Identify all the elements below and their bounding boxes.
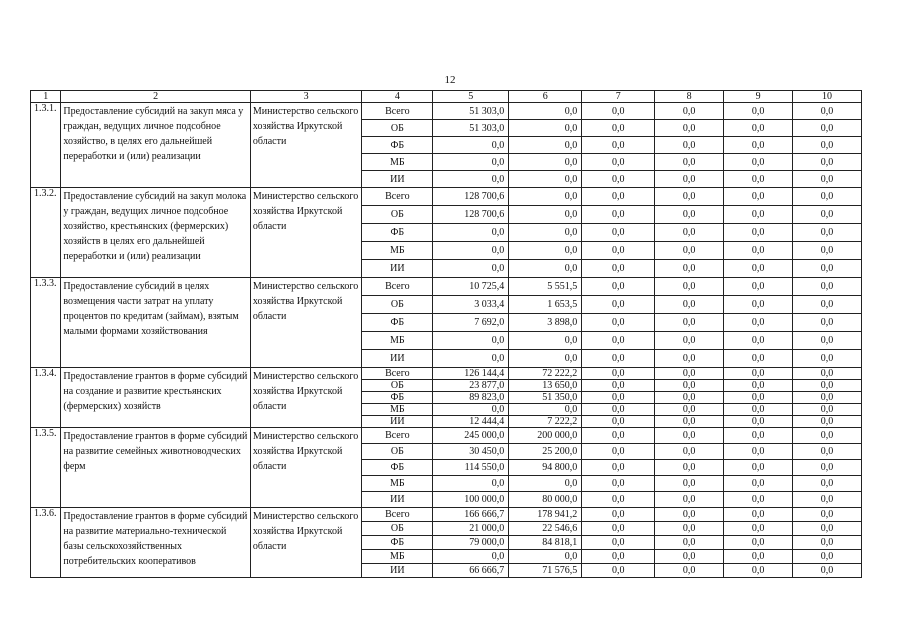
amount-cell: 5 551,5 — [509, 278, 582, 296]
amount-cell: 0,0 — [582, 314, 655, 332]
amount-cell: 89 823,0 — [433, 392, 509, 404]
funding-source: ФБ — [362, 314, 433, 332]
amount-cell: 0,0 — [655, 154, 724, 171]
funding-source: ОБ — [362, 120, 433, 137]
column-header: 4 — [362, 91, 433, 103]
amount-cell: 0,0 — [509, 137, 582, 154]
amount-cell: 0,0 — [509, 332, 582, 350]
funding-source: МБ — [362, 476, 433, 492]
funding-source: ФБ — [362, 224, 433, 242]
amount-cell: 0,0 — [724, 154, 793, 171]
amount-cell: 0,0 — [724, 444, 793, 460]
responsible-executor: Министерство сельского хозяйства Иркутской области — [250, 368, 361, 428]
amount-cell: 0,0 — [724, 171, 793, 188]
amount-cell: 0,0 — [655, 206, 724, 224]
amount-cell: 0,0 — [724, 428, 793, 444]
amount-cell: 0,0 — [655, 350, 724, 368]
amount-cell: 0,0 — [724, 260, 793, 278]
column-header: 5 — [433, 91, 509, 103]
amount-cell: 245 000,0 — [433, 428, 509, 444]
amount-cell: 0,0 — [655, 564, 724, 578]
amount-cell: 0,0 — [582, 492, 655, 508]
amount-cell: 0,0 — [582, 536, 655, 550]
amount-cell: 0,0 — [724, 392, 793, 404]
funding-source: ИИ — [362, 416, 433, 428]
amount-cell: 30 450,0 — [433, 444, 509, 460]
item-name: Предоставление субсидий на закуп молока у граждан, ведущих личное подсобное хозяйство, крестьянских (фермерских) хозяйств в целях его дальнейшей переработки и (или) реализации — [61, 188, 251, 278]
amount-cell: 0,0 — [724, 404, 793, 416]
amount-cell: 0,0 — [509, 550, 582, 564]
amount-cell: 0,0 — [582, 260, 655, 278]
funding-source: Всего — [362, 103, 433, 120]
amount-cell: 71 576,5 — [509, 564, 582, 578]
responsible-executor: Министерство сельского хозяйства Иркутской области — [250, 188, 361, 278]
amount-cell: 0,0 — [793, 368, 862, 380]
funding-source: ОБ — [362, 380, 433, 392]
funding-source: ИИ — [362, 171, 433, 188]
funding-source: ФБ — [362, 460, 433, 476]
header-row — [31, 91, 862, 103]
item-name: Предоставление грантов в форме субсидий на создание и развитие крестьянских (фермерских) хозяйств — [61, 368, 251, 428]
amount-cell: 0,0 — [724, 460, 793, 476]
amount-cell: 0,0 — [509, 206, 582, 224]
amount-cell: 0,0 — [793, 392, 862, 404]
amount-cell: 12 444,4 — [433, 416, 509, 428]
amount-cell: 0,0 — [655, 492, 724, 508]
amount-cell: 0,0 — [724, 508, 793, 522]
amount-cell: 0,0 — [724, 296, 793, 314]
funding-source: ИИ — [362, 564, 433, 578]
amount-cell: 0,0 — [582, 508, 655, 522]
table-row — [31, 428, 862, 444]
amount-cell: 0,0 — [655, 460, 724, 476]
funding-source: ФБ — [362, 536, 433, 550]
funding-source: Всего — [362, 188, 433, 206]
amount-cell: 94 800,0 — [509, 460, 582, 476]
amount-cell: 0,0 — [793, 460, 862, 476]
column-header: 9 — [724, 91, 793, 103]
table-body — [31, 91, 862, 578]
amount-cell: 72 222,2 — [509, 368, 582, 380]
amount-cell: 0,0 — [433, 242, 509, 260]
amount-cell: 0,0 — [793, 242, 862, 260]
table-row — [31, 278, 862, 296]
amount-cell: 0,0 — [582, 380, 655, 392]
amount-cell: 0,0 — [582, 522, 655, 536]
amount-cell: 0,0 — [582, 120, 655, 137]
amount-cell: 0,0 — [582, 242, 655, 260]
amount-cell: 0,0 — [793, 206, 862, 224]
amount-cell: 0,0 — [793, 224, 862, 242]
item-name: Предоставление субсидий в целях возмещения части затрат на уплату процентов по кредитам (займам), взятым малыми формами хозяйствования — [61, 278, 251, 368]
amount-cell: 0,0 — [793, 416, 862, 428]
amount-cell: 0,0 — [724, 564, 793, 578]
amount-cell: 51 350,0 — [509, 392, 582, 404]
funding-source: Всего — [362, 428, 433, 444]
amount-cell: 0,0 — [793, 492, 862, 508]
amount-cell: 0,0 — [509, 154, 582, 171]
amount-cell: 0,0 — [433, 224, 509, 242]
amount-cell: 0,0 — [793, 260, 862, 278]
amount-cell: 25 200,0 — [509, 444, 582, 460]
amount-cell: 0,0 — [724, 206, 793, 224]
item-name: Предоставление субсидий на закуп мяса у граждан, ведущих личное подсобное хозяйство, в целях его дальнейшей переработки и (или) реализации — [61, 103, 251, 188]
amount-cell: 0,0 — [793, 428, 862, 444]
amount-cell: 0,0 — [724, 278, 793, 296]
responsible-executor: Министерство сельского хозяйства Иркутской области — [250, 278, 361, 368]
amount-cell: 0,0 — [582, 476, 655, 492]
amount-cell: 0,0 — [509, 188, 582, 206]
amount-cell: 0,0 — [655, 314, 724, 332]
amount-cell: 114 550,0 — [433, 460, 509, 476]
amount-cell: 0,0 — [793, 476, 862, 492]
amount-cell: 0,0 — [582, 392, 655, 404]
page-number: 12 — [444, 74, 456, 86]
funding-source: ОБ — [362, 296, 433, 314]
amount-cell: 22 546,6 — [509, 522, 582, 536]
amount-cell: 0,0 — [724, 550, 793, 564]
amount-cell: 0,0 — [582, 550, 655, 564]
amount-cell: 0,0 — [655, 416, 724, 428]
amount-cell: 128 700,6 — [433, 188, 509, 206]
amount-cell: 23 877,0 — [433, 380, 509, 392]
amount-cell: 0,0 — [655, 188, 724, 206]
amount-cell: 0,0 — [582, 188, 655, 206]
table-row — [31, 103, 862, 120]
amount-cell: 0,0 — [724, 350, 793, 368]
amount-cell: 0,0 — [724, 314, 793, 332]
amount-cell: 0,0 — [793, 536, 862, 550]
funding-source: ФБ — [362, 392, 433, 404]
amount-cell: 0,0 — [793, 550, 862, 564]
amount-cell: 0,0 — [655, 260, 724, 278]
amount-cell: 0,0 — [655, 476, 724, 492]
amount-cell: 0,0 — [582, 444, 655, 460]
amount-cell: 0,0 — [582, 564, 655, 578]
item-number: 1.3.3. — [31, 278, 61, 368]
amount-cell: 0,0 — [655, 171, 724, 188]
amount-cell: 0,0 — [582, 206, 655, 224]
amount-cell: 0,0 — [582, 350, 655, 368]
amount-cell: 0,0 — [655, 332, 724, 350]
amount-cell: 0,0 — [655, 296, 724, 314]
amount-cell: 0,0 — [655, 137, 724, 154]
amount-cell: 0,0 — [433, 154, 509, 171]
amount-cell: 0,0 — [655, 392, 724, 404]
amount-cell: 0,0 — [509, 242, 582, 260]
amount-cell: 66 666,7 — [433, 564, 509, 578]
responsible-executor: Министерство сельского хозяйства Иркутской области — [250, 428, 361, 508]
amount-cell: 3 033,4 — [433, 296, 509, 314]
column-header: 10 — [793, 91, 862, 103]
item-number: 1.3.1. — [31, 103, 61, 188]
amount-cell: 0,0 — [724, 380, 793, 392]
funding-source: ОБ — [362, 206, 433, 224]
funding-source: ОБ — [362, 444, 433, 460]
amount-cell: 0,0 — [793, 444, 862, 460]
table-row — [31, 368, 862, 380]
funding-source: МБ — [362, 332, 433, 350]
amount-cell: 0,0 — [582, 224, 655, 242]
table-row — [31, 508, 862, 522]
responsible-executor: Министерство сельского хозяйства Иркутской области — [250, 508, 361, 578]
item-number: 1.3.6. — [31, 508, 61, 578]
amount-cell: 0,0 — [582, 137, 655, 154]
amount-cell: 0,0 — [724, 492, 793, 508]
amount-cell: 0,0 — [509, 260, 582, 278]
amount-cell: 10 725,4 — [433, 278, 509, 296]
funding-source: МБ — [362, 242, 433, 260]
column-header: 7 — [582, 91, 655, 103]
funding-source: Всего — [362, 368, 433, 380]
amount-cell: 166 666,7 — [433, 508, 509, 522]
amount-cell: 0,0 — [793, 404, 862, 416]
amount-cell: 3 898,0 — [509, 314, 582, 332]
amount-cell: 7 692,0 — [433, 314, 509, 332]
amount-cell: 0,0 — [655, 224, 724, 242]
amount-cell: 0,0 — [433, 404, 509, 416]
amount-cell: 0,0 — [793, 332, 862, 350]
amount-cell: 1 653,5 — [509, 296, 582, 314]
amount-cell: 0,0 — [582, 278, 655, 296]
amount-cell: 0,0 — [655, 428, 724, 444]
amount-cell: 0,0 — [793, 103, 862, 120]
amount-cell: 0,0 — [582, 154, 655, 171]
amount-cell: 0,0 — [793, 137, 862, 154]
item-number: 1.3.5. — [31, 428, 61, 508]
amount-cell: 0,0 — [582, 416, 655, 428]
amount-cell: 0,0 — [509, 476, 582, 492]
amount-cell: 0,0 — [582, 103, 655, 120]
amount-cell: 0,0 — [793, 120, 862, 137]
amount-cell: 0,0 — [655, 368, 724, 380]
amount-cell: 21 000,0 — [433, 522, 509, 536]
amount-cell: 0,0 — [433, 332, 509, 350]
funding-source: ФБ — [362, 137, 433, 154]
amount-cell: 0,0 — [509, 120, 582, 137]
amount-cell: 0,0 — [724, 476, 793, 492]
amount-cell: 0,0 — [724, 242, 793, 260]
amount-cell: 0,0 — [433, 171, 509, 188]
funding-source: ОБ — [362, 522, 433, 536]
funding-source: ИИ — [362, 350, 433, 368]
amount-cell: 0,0 — [724, 332, 793, 350]
amount-cell: 0,0 — [582, 368, 655, 380]
budget-table — [30, 90, 862, 578]
funding-source: ИИ — [362, 492, 433, 508]
amount-cell: 0,0 — [793, 508, 862, 522]
amount-cell: 0,0 — [433, 550, 509, 564]
amount-cell: 13 650,0 — [509, 380, 582, 392]
item-name: Предоставление грантов в форме субсидий на развитие семейных животноводческих ферм — [61, 428, 251, 508]
amount-cell: 0,0 — [582, 171, 655, 188]
amount-cell: 0,0 — [655, 522, 724, 536]
amount-cell: 0,0 — [793, 380, 862, 392]
amount-cell: 200 000,0 — [509, 428, 582, 444]
funding-source: Всего — [362, 508, 433, 522]
amount-cell: 0,0 — [655, 242, 724, 260]
column-header: 2 — [61, 91, 251, 103]
amount-cell: 0,0 — [655, 404, 724, 416]
amount-cell: 0,0 — [655, 120, 724, 137]
funding-source: МБ — [362, 404, 433, 416]
column-header: 6 — [509, 91, 582, 103]
item-name: Предоставление грантов в форме субсидий на развитие материально-технической базы сельскохозяйственных потребительских кооперативов — [61, 508, 251, 578]
amount-cell: 0,0 — [509, 103, 582, 120]
amount-cell: 0,0 — [793, 522, 862, 536]
amount-cell: 0,0 — [724, 368, 793, 380]
amount-cell: 51 303,0 — [433, 120, 509, 137]
funding-source: МБ — [362, 154, 433, 171]
amount-cell: 0,0 — [655, 444, 724, 460]
amount-cell: 100 000,0 — [433, 492, 509, 508]
amount-cell: 0,0 — [793, 171, 862, 188]
amount-cell: 0,0 — [724, 536, 793, 550]
funding-source: ИИ — [362, 260, 433, 278]
amount-cell: 0,0 — [724, 120, 793, 137]
amount-cell: 7 222,2 — [509, 416, 582, 428]
amount-cell: 80 000,0 — [509, 492, 582, 508]
amount-cell: 0,0 — [793, 188, 862, 206]
amount-cell: 0,0 — [582, 404, 655, 416]
amount-cell: 0,0 — [655, 103, 724, 120]
amount-cell: 128 700,6 — [433, 206, 509, 224]
amount-cell: 0,0 — [582, 332, 655, 350]
item-number: 1.3.2. — [31, 188, 61, 278]
amount-cell: 84 818,1 — [509, 536, 582, 550]
funding-source: МБ — [362, 550, 433, 564]
amount-cell: 0,0 — [655, 536, 724, 550]
amount-cell: 0,0 — [509, 224, 582, 242]
amount-cell: 0,0 — [433, 350, 509, 368]
amount-cell: 0,0 — [793, 278, 862, 296]
amount-cell: 0,0 — [724, 416, 793, 428]
amount-cell: 79 000,0 — [433, 536, 509, 550]
amount-cell: 0,0 — [582, 428, 655, 444]
amount-cell: 0,0 — [655, 508, 724, 522]
amount-cell: 0,0 — [724, 103, 793, 120]
column-header: 1 — [31, 91, 61, 103]
column-header: 3 — [250, 91, 361, 103]
amount-cell: 0,0 — [655, 380, 724, 392]
amount-cell: 0,0 — [724, 522, 793, 536]
amount-cell: 0,0 — [655, 278, 724, 296]
amount-cell: 0,0 — [509, 350, 582, 368]
amount-cell: 0,0 — [655, 550, 724, 564]
amount-cell: 0,0 — [509, 171, 582, 188]
amount-cell: 0,0 — [793, 314, 862, 332]
amount-cell: 0,0 — [793, 296, 862, 314]
amount-cell: 0,0 — [793, 564, 862, 578]
funding-source: Всего — [362, 278, 433, 296]
amount-cell: 0,0 — [433, 476, 509, 492]
amount-cell: 0,0 — [793, 154, 862, 171]
amount-cell: 51 303,0 — [433, 103, 509, 120]
table-row — [31, 188, 862, 206]
amount-cell: 126 144,4 — [433, 368, 509, 380]
amount-cell: 0,0 — [433, 137, 509, 154]
amount-cell: 0,0 — [793, 350, 862, 368]
column-header: 8 — [655, 91, 724, 103]
amount-cell: 178 941,2 — [509, 508, 582, 522]
amount-cell: 0,0 — [433, 260, 509, 278]
responsible-executor: Министерство сельского хозяйства Иркутской области — [250, 103, 361, 188]
amount-cell: 0,0 — [509, 404, 582, 416]
amount-cell: 0,0 — [724, 188, 793, 206]
amount-cell: 0,0 — [582, 460, 655, 476]
item-number: 1.3.4. — [31, 368, 61, 428]
amount-cell: 0,0 — [724, 137, 793, 154]
amount-cell: 0,0 — [582, 296, 655, 314]
amount-cell: 0,0 — [724, 224, 793, 242]
